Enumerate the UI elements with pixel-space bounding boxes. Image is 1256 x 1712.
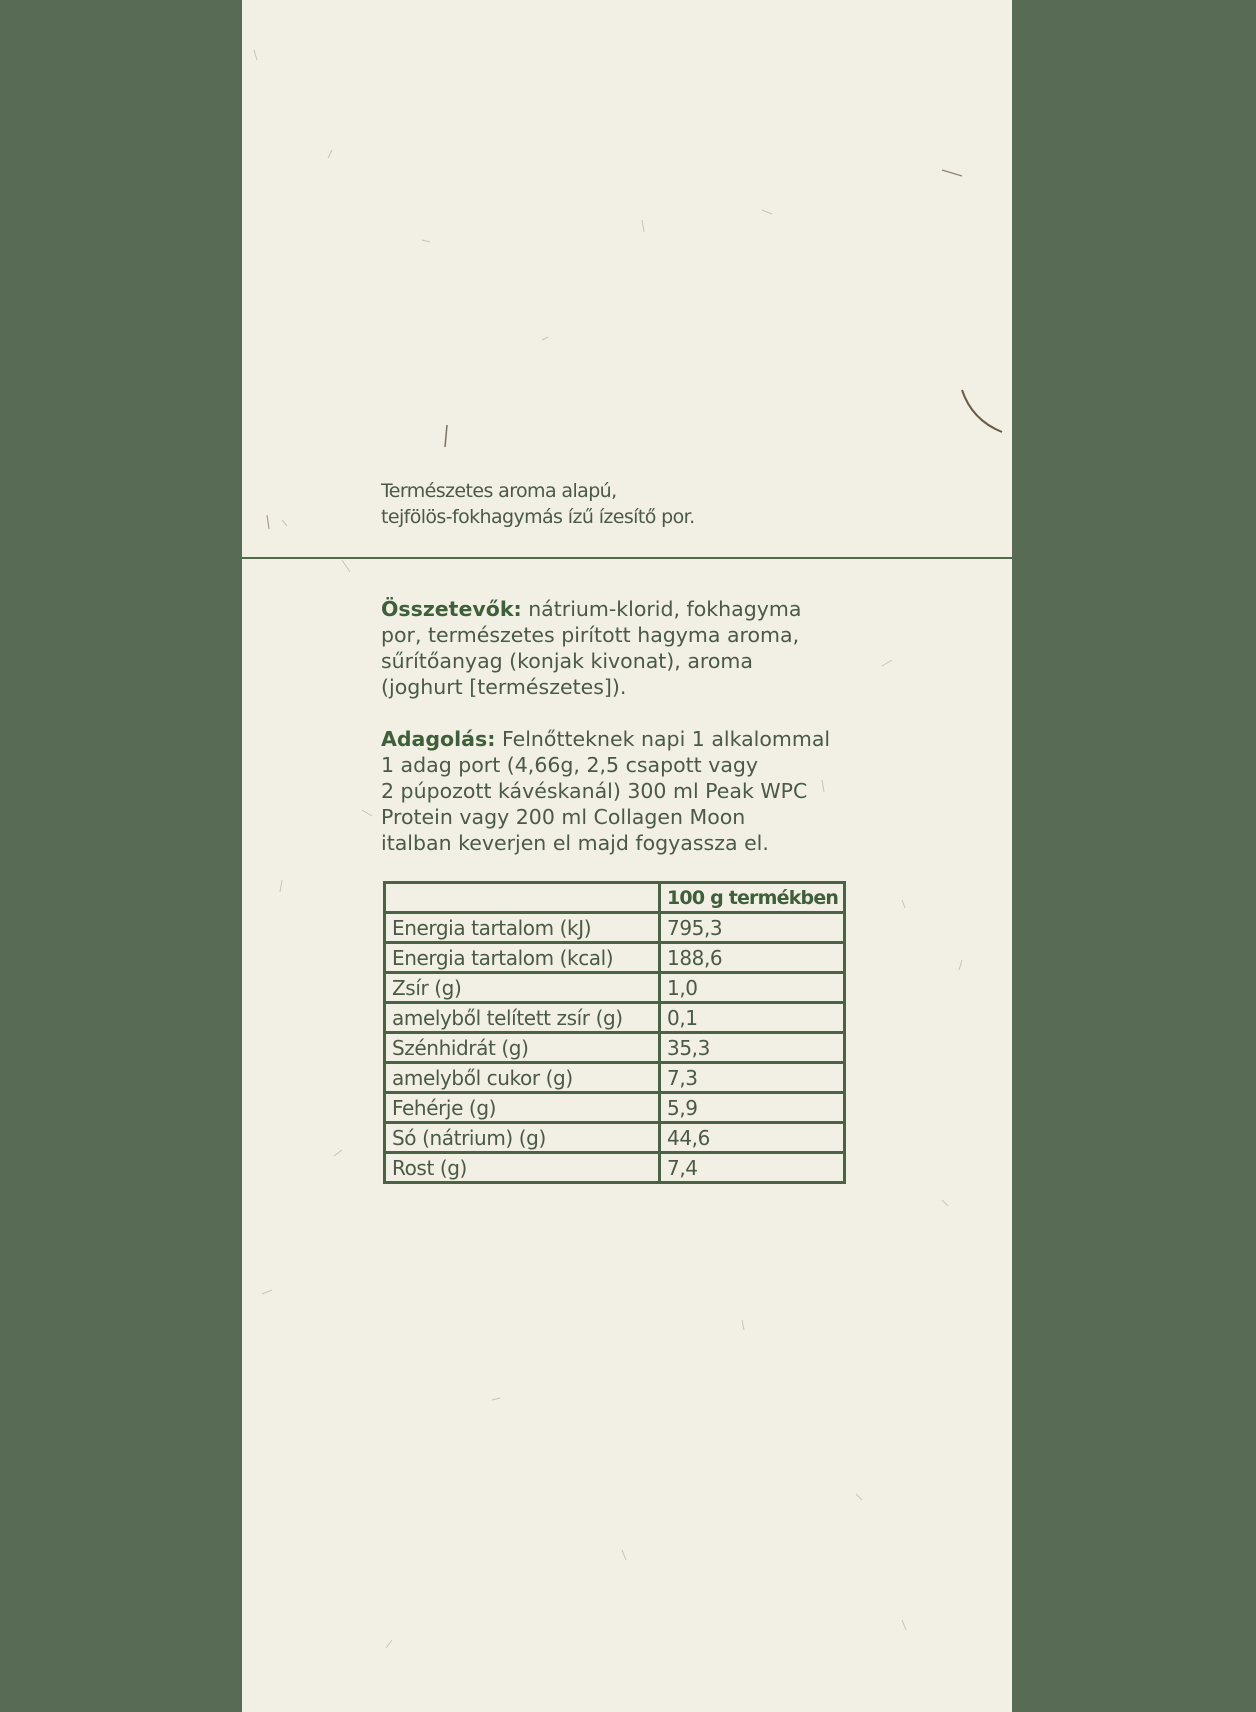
nutrient-value: 7,3: [660, 1063, 845, 1093]
nutrient-label: amelyből cukor (g): [385, 1063, 660, 1093]
dosage-line: 2 púpozott kávéskanál) 300 ml Peak WPC: [381, 779, 808, 803]
nutrient-value: 35,3: [660, 1033, 845, 1063]
product-subtitle: [381, 478, 941, 530]
nutrient-value: 7,4: [660, 1153, 845, 1183]
ingredients-line: [381, 596, 861, 622]
ingredients-line: por, természetes pirított hagyma aroma,: [381, 623, 800, 647]
dosage-heading: Adagolás:: [381, 727, 496, 751]
table-header-label: [385, 883, 660, 913]
paper-texture: [242, 0, 1012, 1712]
nutrient-label: Rost (g): [385, 1153, 660, 1183]
nutrient-label: Fehérje (g): [385, 1093, 660, 1123]
dosage-line: 1 adag port (4,66g, 2,5 csapott vagy: [381, 753, 759, 777]
nutrition-table: [383, 881, 846, 1184]
table-row: [385, 1033, 845, 1063]
table-header-value: 100 g termékben: [660, 883, 845, 913]
ingredients-text: nátrium-klorid, fokhagyma: [528, 597, 802, 621]
nutrient-value: 44,6: [660, 1123, 845, 1153]
table-row: [385, 1153, 845, 1183]
ingredients-section: [381, 596, 861, 700]
table-row: [385, 1093, 845, 1123]
divider: [242, 557, 1012, 559]
nutrient-label: amelyből telített zsír (g): [385, 1003, 660, 1033]
nutrient-label: Energia tartalom (kcal): [385, 943, 660, 973]
nutrient-value: 188,6: [660, 943, 845, 973]
table-row: [385, 913, 845, 943]
nutrient-label: Zsír (g): [385, 973, 660, 1003]
label-panel: [242, 0, 1012, 1712]
ingredients-line: (joghurt [természetes]).: [381, 675, 627, 699]
subtitle-line: tejfölös-fokhagymás ízű ízesítő por.: [381, 506, 695, 528]
subtitle-line: Természetes aroma alapú,: [381, 480, 617, 502]
dosage-section: [381, 726, 861, 856]
nutrient-value: 0,1: [660, 1003, 845, 1033]
table-row: [385, 973, 845, 1003]
table-row: [385, 1063, 845, 1093]
nutrient-label: Szénhidrát (g): [385, 1033, 660, 1063]
ingredients-heading: Összetevők:: [381, 597, 522, 621]
nutrient-value: 1,0: [660, 973, 845, 1003]
ingredients-line: sűrítőanyag (konjak kivonat), aroma: [381, 649, 753, 673]
nutrient-label: Energia tartalom (kJ): [385, 913, 660, 943]
dosage-line: [381, 726, 861, 752]
table-row: [385, 1003, 845, 1033]
table-header-row: [385, 883, 845, 913]
dosage-line: italban keverjen el majd fogyassza el.: [381, 831, 769, 855]
table-row: [385, 943, 845, 973]
table-row: [385, 1123, 845, 1153]
dosage-line: Protein vagy 200 ml Collagen Moon: [381, 805, 746, 829]
nutrient-label: Só (nátrium) (g): [385, 1123, 660, 1153]
nutrient-value: 795,3: [660, 913, 845, 943]
dosage-text: Felnőtteknek napi 1 alkalommal: [501, 727, 831, 751]
nutrient-value: 5,9: [660, 1093, 845, 1123]
